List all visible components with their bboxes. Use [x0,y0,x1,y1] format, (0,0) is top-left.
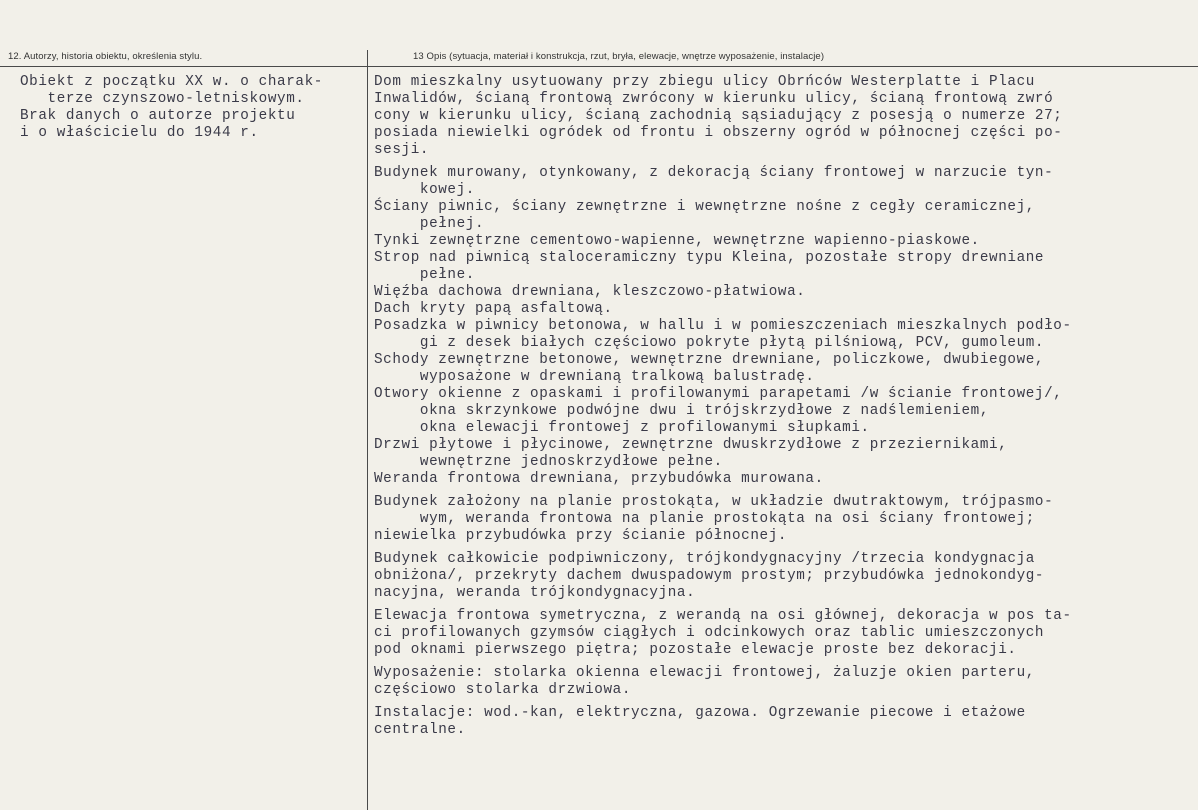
text-line: Otwory okienne z opaskami i profilowanymi parapetami /w ścianie frontowej/, [374,386,1063,402]
text-line: wym, weranda frontowa na planie prostokąta na osi ściany frontowej; [374,511,1035,527]
text-line: obniżona/, przekryty dachem dwuspadowym prostym; przybudówka jednokondyg- [374,568,1045,584]
field-13-header: 13 Opis (sytuacja, materiał i konstrukcja, rzut, bryła, elewacje, wnętrze wyposażenie, instalacje) [413,51,825,62]
text-line: Dach kryty papą asfaltową. [374,301,613,317]
header-divider [0,66,1198,67]
text-line: kowej. [374,182,475,198]
text-line: Ściany piwnic, ściany zewnętrzne i wewnętrzne nośne z cegły ceramicznej, [374,199,1035,215]
text-line: Budynek murowany, otynkowany, z dekoracją ściany frontowej w narzucie tyn- [374,165,1054,181]
paragraph-elevations [374,608,1194,659]
paragraph-plan [374,494,1194,545]
text-line: Elewacja frontowa symetryczna, z werandą na osi głównej, dekoracja w pos ta- [374,608,1072,624]
text-line: ci profilowanych gzymsów ciągłych i odcinkowych oraz tablic umieszczonych [374,625,1045,641]
text-line: posiada niewielki ogródek od frontu i obszerny ogród w północnej części po- [374,125,1063,141]
text-line: Schody zewnętrzne betonowe, wewnętrzne drewniane, policzkowe, dwubiegowe, [374,352,1045,368]
paragraph-massing [374,551,1194,602]
paragraph-materials [374,165,1194,488]
text-line: wewnętrzne jednoskrzydłowe pełne. [374,454,723,470]
text-line: Budynek założony na planie prostokąta, w układzie dwutraktowym, trójpasmo- [374,494,1054,510]
text-line: Strop nad piwnicą staloceramiczny typu Kleina, pozostałe stropy drewniane [374,250,1045,266]
text-line: cony w kierunku ulicy, ścianą zachodnią sąsiadujący z posesją o numerze 27; [374,108,1063,124]
text-line: Więźba dachowa drewniana, kleszczowo-płatwiowa. [374,284,806,300]
text-line: pełne. [374,267,475,283]
field-12-header: 12. Autorzy, historia obiektu, określenia stylu. [8,51,203,62]
field-13-text [374,74,1194,739]
text-line: Budynek całkowicie podpiwniczony, trójkondygnacyjny /trzecia kondygnacja [374,551,1035,567]
text-line: niewielka przybudówka przy ścianie północnej. [374,528,788,544]
text-line: Tynki zewnętrzne cementowo-wapienne, wewnętrzne wapienno-piaskowe. [374,233,980,249]
text-line: nacyjna, weranda trójkondygnacyjna. [374,585,696,601]
text-line: pełnej. [374,216,485,232]
text-line: okna elewacji frontowej z profilowanymi słupkami. [374,420,870,436]
field-12-text [20,74,360,142]
text-line: terze czynszowo-letniskowym. [20,91,305,107]
text-line: Weranda frontowa drewniana, przybudówka murowana. [374,471,824,487]
paragraph-furnishings [374,665,1194,699]
text-line: Drzwi płytowe i płycinowe, zewnętrzne dwuskrzydłowe z przeziernikami, [374,437,1008,453]
text-line: sesji. [374,142,430,158]
paragraph-location [374,74,1194,159]
column-divider [367,50,368,810]
text-line: Instalacje: wod.-kan, elektryczna, gazowa. Ogrzewanie piecowe i etażowe [374,705,1026,721]
paragraph-installations [374,705,1194,739]
text-line: wyposażone w drewnianą tralkową balustradę. [374,369,815,385]
text-line: centralne. [374,722,466,738]
text-line: okna skrzynkowe podwójne dwu i trójskrzydłowe z nadślemieniem, [374,403,990,419]
text-line: Wyposażenie: stolarka okienna elewacji frontowej, żaluzje okien parteru, [374,665,1035,681]
text-line: i o właścicielu do 1944 r. [20,125,259,141]
text-line: gi z desek białych częściowo pokryte płytą pilśniową, PCV, gumoleum. [374,335,1045,351]
text-line: pod oknami pierwszego piętra; pozostałe elewacje proste bez dekoracji. [374,642,1017,658]
text-line: Brak danych o autorze projektu [20,108,296,124]
text-line: Posadzka w piwnicy betonowa, w hallu i w pomieszczeniach mieszkalnych podło- [374,318,1072,334]
text-line: Inwalidów, ścianą frontową zwrócony w kierunku ulicy, ścianą frontową zwró [374,91,1054,107]
text-line: Obiekt z początku XX w. o charak- [20,74,323,90]
text-line: Dom mieszkalny usytuowany przy zbiegu ulicy Obrńców Westerplatte i Placu [374,74,1035,90]
text-line: częściowo stolarka drzwiowa. [374,682,632,698]
